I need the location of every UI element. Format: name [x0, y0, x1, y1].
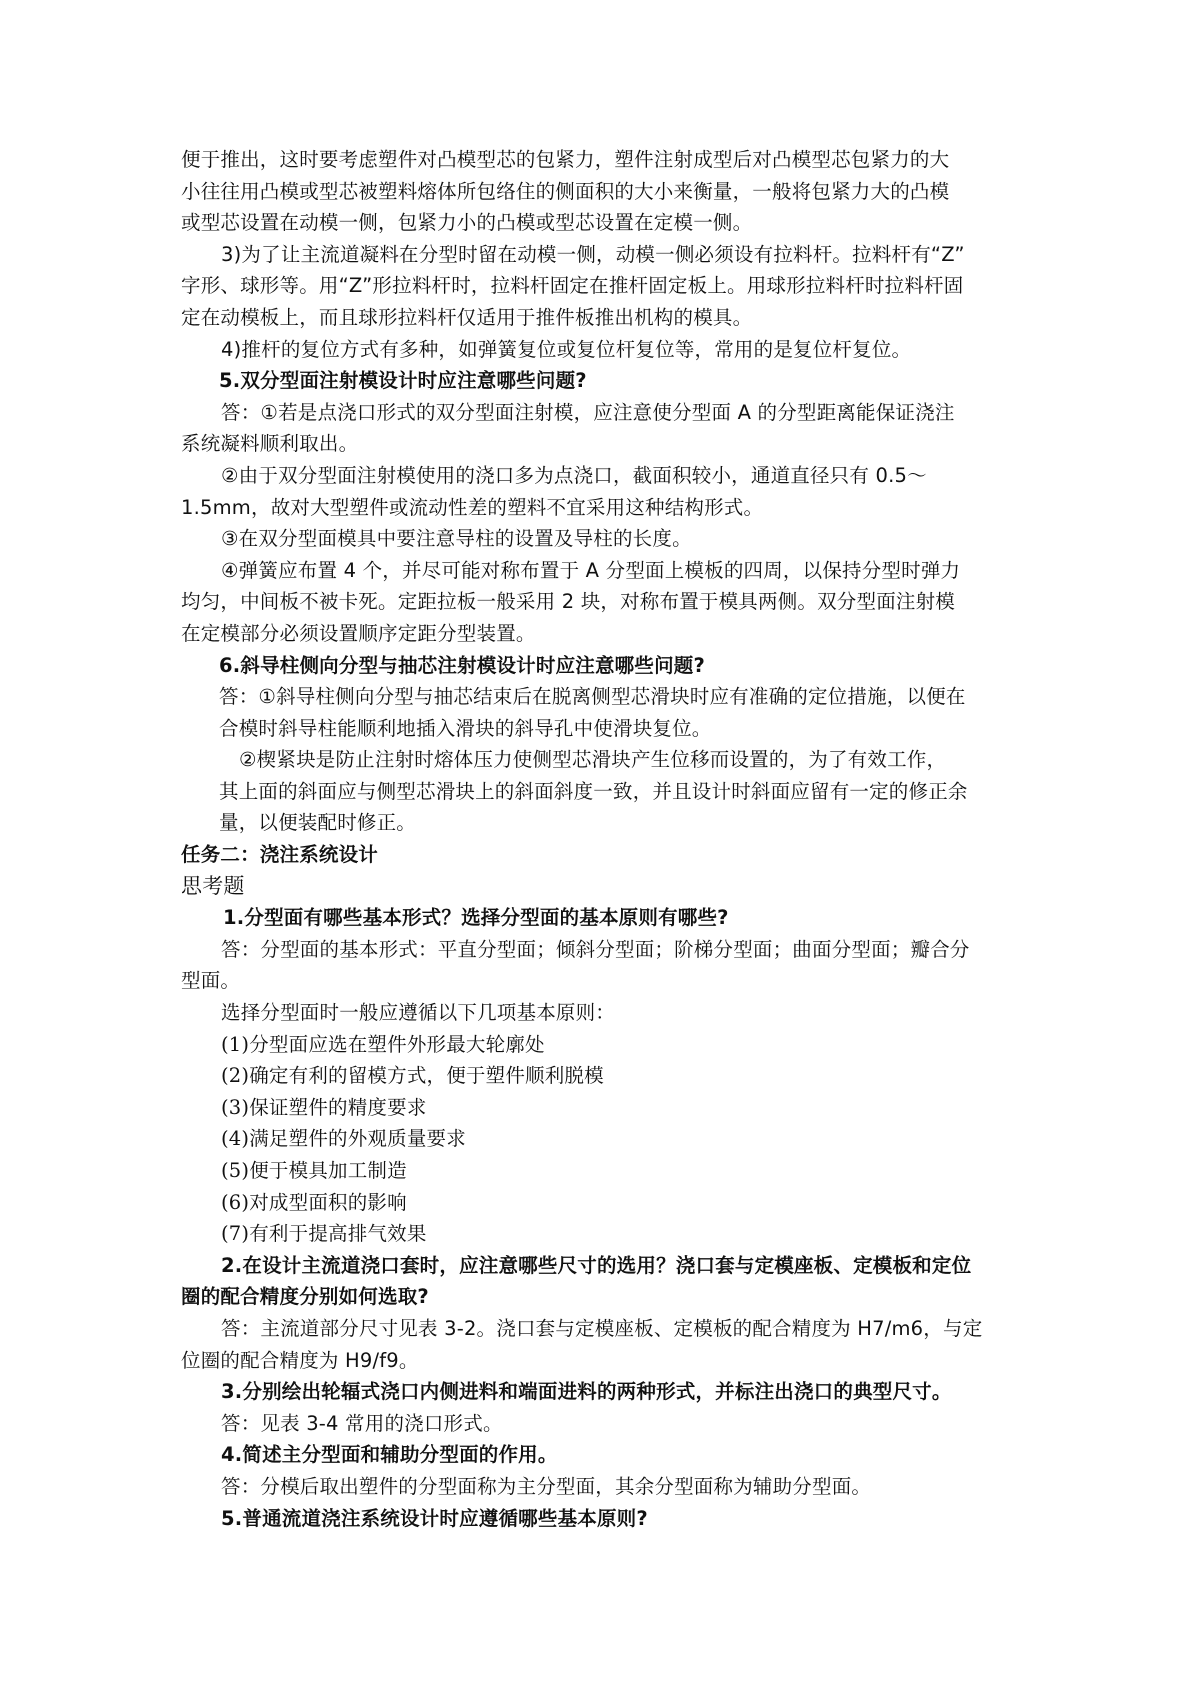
answer-line: 在定模部分必须设置顺序定距分型装置。: [181, 621, 536, 645]
paragraph-line: 3)为了让主流道凝料在分型时留在动模一侧，动模一侧必须设有拉料杆。拉料杆有“Z”: [221, 242, 965, 266]
answer-line: ②楔紧块是防止注射时熔体压力使侧型芯滑块产生位移而设置的，为了有效工作，: [239, 748, 947, 772]
answer-line: 其上面的斜面应与侧型芯滑块上的斜面斜度一致，并且设计时斜面应留有一定的修正余: [219, 779, 968, 803]
list-item: (5)便于模具加工制造: [221, 1159, 407, 1182]
answer-line: 答：①若是点浇口形式的双分型面注射模，应注意使分型面 A 的分型距离能保证浇注: [221, 400, 955, 424]
answer-line: 答：主流道部分尺寸见表 3-2。浇口套与定模座板、定模板的配合精度为 H7/m6，与定: [221, 1316, 983, 1340]
document-body: [181, 144, 1021, 1534]
answer-line: 答：分模后取出塑件的分型面称为主分型面，其余分型面称为辅助分型面。: [221, 1474, 872, 1498]
question-heading: 2.在设计主流道浇口套时，应注意哪些尺寸的选用？浇口套与定模座板、定模板和定位: [221, 1253, 972, 1277]
list-item: (4)满足塑件的外观质量要求: [221, 1127, 466, 1151]
answer-line: 选择分型面时一般应遵循以下几项基本原则：: [221, 1001, 616, 1025]
answer-line: 位圈的配合精度为 H9/f9。: [181, 1348, 419, 1372]
list-item: (7)有利于提高排气效果: [221, 1222, 427, 1246]
answer-line: 答：①斜导柱侧向分型与抽芯结束后在脱离侧型芯滑块时应有准确的定位措施，以便在: [219, 685, 966, 709]
list-item: (1)分型面应选在塑件外形最大轮廓处: [221, 1032, 545, 1056]
paragraph-line: 小往往用凸模或型芯被塑料熔体所包络住的侧面积的大小来衡量，一般将包紧力大的凸模: [181, 179, 950, 203]
subsection-heading: 思考题: [181, 873, 245, 898]
answer-line: 答：分型面的基本形式：平直分型面；倾斜分型面；阶梯分型面；曲面分型面；瓣合分: [221, 937, 970, 961]
paragraph-line: 字形、球形等。用“Z”形拉料杆时，拉料杆固定在推杆固定板上。用球形拉料杆时拉料杆固: [181, 274, 964, 298]
answer-line: 合模时斜导柱能顺利地插入滑块的斜导孔中使滑块复位。: [219, 716, 712, 740]
paragraph-line: 定在动模板上，而且球形拉料杆仅适用于推件板推出机构的模具。: [181, 305, 753, 329]
answer-line: ②由于双分型面注射模使用的浇口多为点浇口，截面积较小，通道直径只有 0.5～: [221, 463, 927, 487]
answer-line: 型面。: [181, 969, 241, 993]
answer-line: 量，以便装配时修正。: [219, 811, 417, 835]
question-heading: 5.普通流道浇注系统设计时应遵循哪些基本原则?: [221, 1506, 648, 1530]
question-heading: 1.分型面有哪些基本形式？选择分型面的基本原则有哪些?: [223, 906, 729, 930]
answer-line: 1.5mm，故对大型塑件或流动性差的塑料不宜采用这种结构形式。: [181, 495, 764, 519]
list-item: (2)确定有利的留模方式，便于塑件顺利脱模: [221, 1064, 604, 1088]
question-heading: 4.简述主分型面和辅助分型面的作用。: [221, 1443, 558, 1467]
section-heading: 任务二：浇注系统设计: [181, 843, 379, 867]
question-heading: 圈的配合精度分别如何选取?: [181, 1285, 429, 1309]
paragraph-line: 或型芯设置在动模一侧，包紧力小的凸模或型芯设置在定模一侧。: [181, 211, 753, 235]
answer-line: 答：见表 3-4 常用的浇口形式。: [221, 1411, 503, 1435]
list-item: (6)对成型面积的影响: [221, 1190, 407, 1214]
answer-line: 系统凝料顺利取出。: [181, 432, 359, 456]
question-heading: 3.分别绘出轮辐式浇口内侧进料和端面进料的两种形式，并标注出浇口的典型尺寸。: [221, 1380, 952, 1404]
paragraph-line: 4)推杆的复位方式有多种，如弹簧复位或复位杆复位等，常用的是复位杆复位。: [221, 337, 912, 361]
answer-line: ③在双分型面模具中要注意导柱的设置及导柱的长度。: [221, 527, 692, 551]
question-heading: 6.斜导柱侧向分型与抽芯注射模设计时应注意哪些问题?: [219, 653, 705, 677]
answer-line: 均匀，中间板不被卡死。定距拉板一般采用 2 块，对称布置于模具两侧。双分型面注射模: [181, 590, 956, 614]
list-item: (3)保证塑件的精度要求: [221, 1095, 427, 1119]
question-heading: 5.双分型面注射模设计时应注意哪些问题?: [219, 369, 587, 393]
answer-line: ④弹簧应布置 4 个，并尽可能对称布置于 A 分型面上模板的四周，以保持分型时弹力: [221, 558, 961, 582]
paragraph-line: 便于推出，这时要考虑塑件对凸模型芯的包紧力，塑件注射成型后对凸模型芯包紧力的大: [181, 148, 950, 171]
